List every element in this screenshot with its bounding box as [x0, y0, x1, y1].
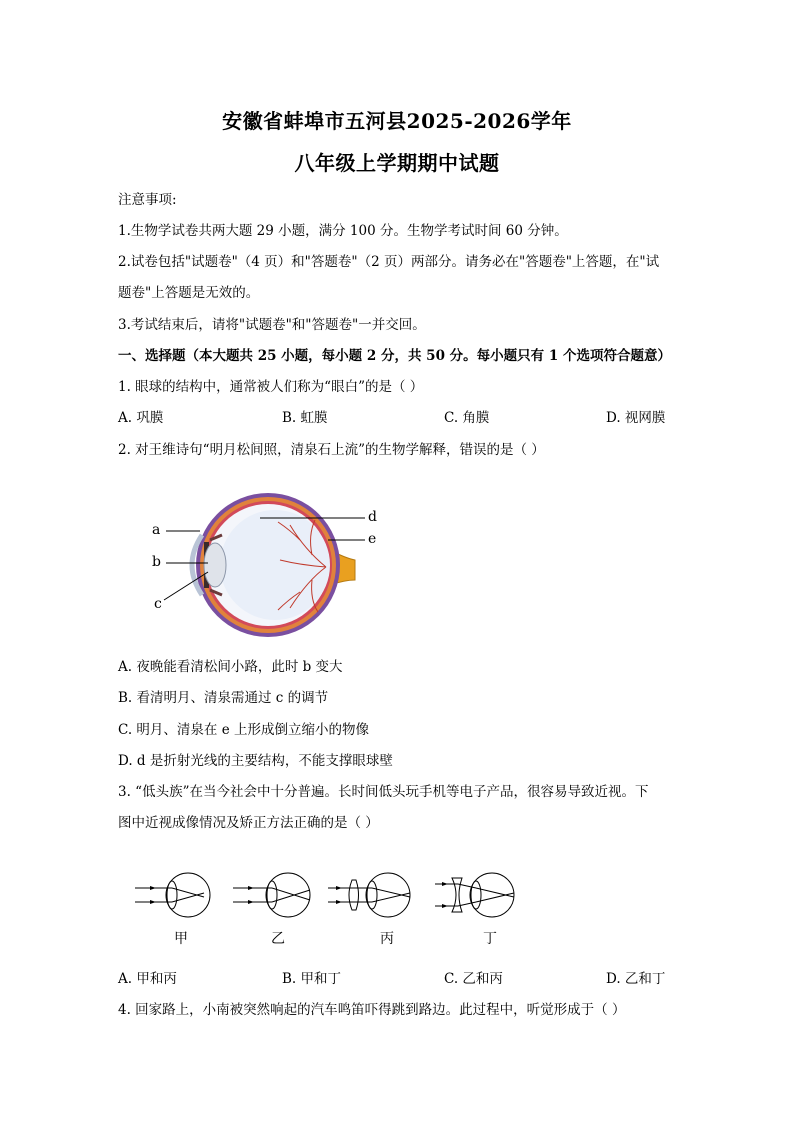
q3-option-c: C. 乙和丙 — [444, 971, 503, 987]
section1-heading: 一、选择题（本大题共 25 小题，每小题 2 分，共 50 分。每小题只有 1 个选项符合题意） — [118, 348, 671, 364]
figure-label-yi: 乙 — [271, 931, 285, 947]
q1-option-b: B. 虹膜 — [282, 410, 328, 426]
eye-label-a: a — [152, 522, 161, 538]
q1-option-c: C. 角膜 — [444, 410, 490, 426]
exam-title-line2: 八年级上学期期中试题 — [294, 151, 500, 175]
myopia-diagram — [130, 870, 530, 930]
q3-option-d: D. 乙和丁 — [606, 971, 666, 987]
q2-option-b: B. 看清明月、清泉需通过 c 的调节 — [118, 690, 329, 706]
q3-option-a: A. 甲和丙 — [118, 971, 177, 987]
eye-label-b: b — [152, 554, 161, 570]
figure-ding — [435, 873, 514, 917]
q2-stem: 2. 对王维诗句“明月松间照，清泉石上流”的生物学解释，错误的是（ ） — [118, 442, 545, 458]
figure-label-jia: 甲 — [174, 931, 188, 947]
notice-item: 3.考试结束后，请将"试题卷"和"答题卷"一并交回。 — [118, 317, 426, 333]
eye-label-d: d — [368, 509, 377, 525]
figure-jia — [135, 873, 210, 917]
figure-label-ding: 丁 — [483, 931, 497, 947]
figure-yi — [233, 873, 310, 917]
q1-option-d: D. 视网膜 — [606, 410, 666, 426]
notice-heading: 注意事项: — [118, 192, 177, 208]
notice-item: 2.试卷包括"试题卷"（4 页）和"答题卷"（2 页）两部分。请务必在"答题卷"上答题，在"试 — [118, 254, 660, 270]
figure-bing — [328, 873, 410, 917]
eye-diagram — [140, 480, 390, 640]
q1-option-a: A. 巩膜 — [118, 410, 164, 426]
q3-option-b: B. 甲和丁 — [282, 971, 342, 987]
eye-structure-figure — [140, 480, 390, 640]
q2-option-a: A. 夜晚能看清松间小路，此时 b 变大 — [118, 659, 343, 675]
q2-option-c: C. 明月、清泉在 e 上形成倒立缩小的物像 — [118, 722, 370, 738]
notice-item: 题卷"上答题是无效的。 — [118, 285, 260, 301]
eye-label-c: c — [154, 596, 162, 612]
eye-label-e: e — [368, 531, 377, 547]
q4-stem: 4. 回家路上，小南被突然响起的汽车鸣笛吓得跳到路边。此过程中，听觉形成于（ ） — [118, 1002, 626, 1018]
q3-stem-line2: 图中近视成像情况及矫正方法正确的是（ ） — [118, 815, 379, 831]
figure-label-bing: 丙 — [380, 931, 394, 947]
myopia-figures — [130, 870, 530, 950]
q1-stem: 1. 眼球的结构中，通常被人们称为“眼白”的是（ ） — [118, 379, 424, 395]
q2-option-d: D. d 是折射光线的主要结构，不能支撑眼球壁 — [118, 753, 393, 769]
q3-stem-line1: 3. “低头族”在当今社会中十分普遍。长时间低头玩手机等电子产品，很容易导致近视。下 — [118, 784, 649, 800]
exam-title-line1: 安徽省蚌埠市五河县2025-2026学年 — [222, 109, 572, 133]
notice-item: 1.生物学试卷共两大题 29 小题，满分 100 分。生物学考试时间 60 分钟。 — [118, 223, 568, 239]
